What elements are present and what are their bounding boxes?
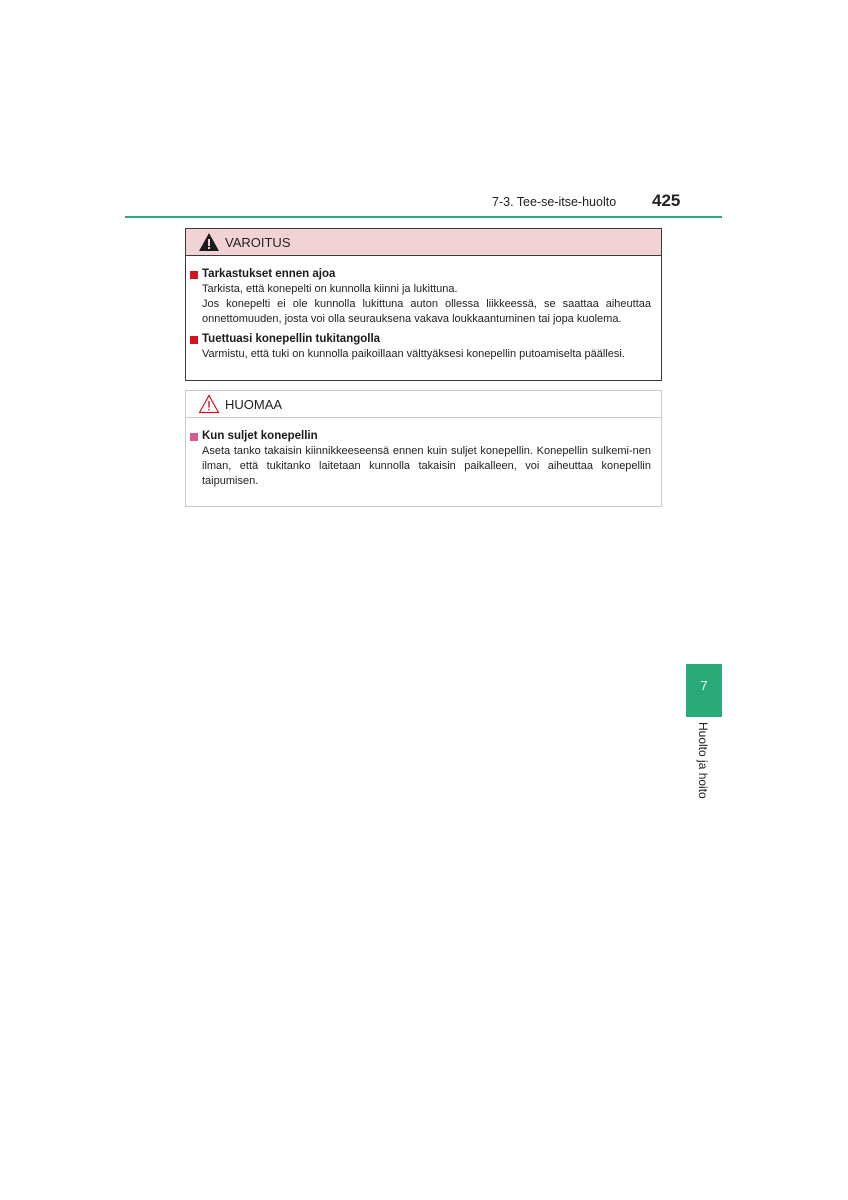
notice-title: HUOMAA: [225, 396, 283, 412]
bullet-square-icon: [190, 433, 198, 441]
warning-header: [186, 229, 661, 256]
warning-item: [190, 267, 651, 327]
notice-item: [190, 429, 651, 489]
chapter-label: Huolto ja hoito: [696, 722, 710, 799]
caution-triangle-icon: [198, 394, 220, 414]
bullet-square-icon: [190, 271, 198, 279]
warning-triangle-icon: [198, 232, 220, 252]
notice-item-text: Aseta tanko takaisin kiinnikkeeseensä ennen kuin suljet konepellin. Konepellin sulkemi-nen ilman, että tukitanko laitetaan kunnolla takaisin paikalleen, voi aiheuttaa konepellin taipumisen.: [202, 445, 651, 487]
section-title: 7-3. Tee-se-itse-huolto: [492, 195, 617, 209]
header-divider: [125, 216, 722, 218]
warning-content: [186, 256, 661, 362]
bullet-square-icon: [190, 336, 198, 344]
warning-item-text: Varmistu, että tuki on kunnolla paikoillaan välttyäksesi konepellin putoamiselta päällesi.: [202, 348, 625, 360]
warning-item-title: Tuettuasi konepellin tukitangolla: [202, 333, 381, 345]
notice-box: [185, 390, 662, 507]
page-number: 425: [652, 191, 681, 210]
warning-item-text: Tarkista, että konepelti on kunnolla kiinni ja lukittuna.: [202, 283, 458, 295]
notice-item-title: Kun suljet konepellin: [202, 430, 318, 442]
warning-item: [190, 332, 651, 362]
notice-content: [186, 418, 661, 489]
warning-item-text: Jos konepelti ei ole kunnolla lukittuna auton ollessa liikkeessä, se saattaa aiheuttaa onnettomuuden, josta voi olla seurauksena vakava loukkaantuminen tai jopa kuolema.: [202, 298, 651, 325]
warning-box: [185, 228, 662, 381]
notice-header: [186, 391, 661, 418]
chapter-tab: 7: [686, 664, 722, 717]
warning-title: VAROITUS: [225, 234, 291, 250]
warning-item-title: Tarkastukset ennen ajoa: [202, 268, 336, 280]
